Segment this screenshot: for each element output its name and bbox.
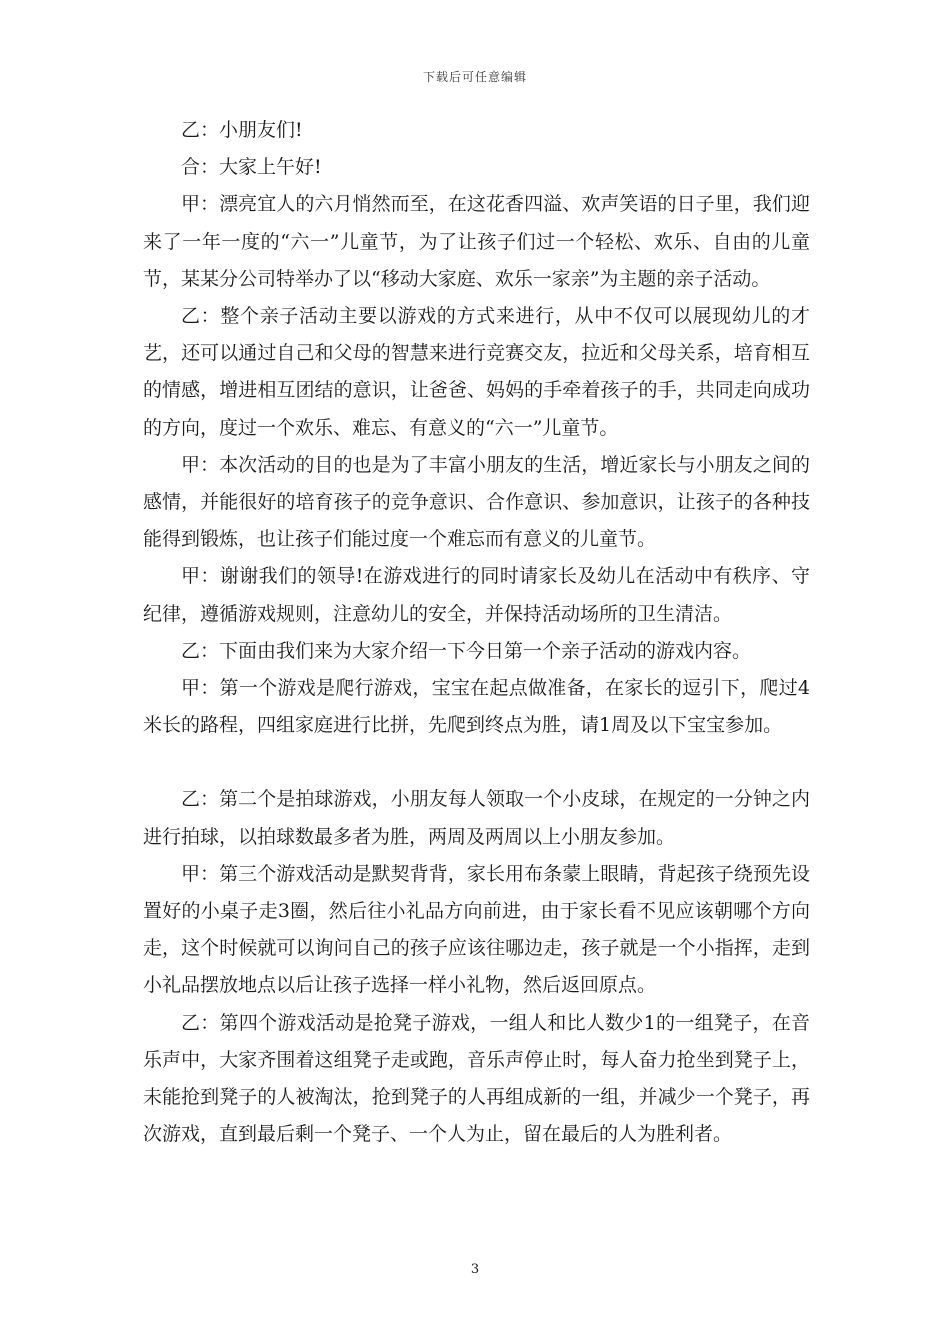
paragraph: 甲：谢谢我们的领导!在游戏进行的同时请家长及幼儿在活动中有秩序、守纪律，遵循游戏规则，注意幼儿的安全，并保持活动场所的卫生清洁。 [143,565,810,625]
paragraph: 甲：漂亮宜人的六月悄然而至，在这花香四溢、欢声笑语的日子里，我们迎来了一年一度的“六一”儿童节，为了让孩子们过一个轻松、欢乐、自由的儿童节，某某分公司特举办了以“移动大家庭、欢乐一家亲”为主题的亲子活动。 [143,193,810,290]
paragraph: 合：大家上午好! [181,156,322,179]
paragraph: 甲：第一个游戏是爬行游戏，宝宝在起点做准备，在家长的逗引下，爬过4米长的路程，四组家庭进行比拼，先爬到终点为胜，请1周及以下宝宝参加。 [143,677,810,737]
paragraph: 乙：第四个游戏活动是抢凳子游戏，一组人和比人数少1的一组凳子，在音乐声中，大家齐围着这组凳子走或跑，音乐声停止时，每人奋力抢坐到凳子上，未能抢到凳子的人被淘汰，抢到凳子的人再组成新的一组，并减少一个凳子，再次游戏，直到最后剩一个凳子、一个人为止，留在最后的人为胜利者。 [143,1011,810,1146]
page-number: 3 [470,1262,480,1277]
paragraph: 甲：本次活动的目的也是为了丰富小朋友的生活，增近家长与小朋友之间的感情，并能很好的培育孩子的竞争意识、合作意识、参加意识，让孩子的各种技能得到锻炼，也让孩子们能过度一个难忘而有意义的儿童节。 [143,453,810,551]
paragraph: 乙：小朋友们! [181,119,303,141]
document-body [143,112,810,1153]
paragraph: 乙：下面由我们来为大家介绍一下今日第一个亲子活动的游戏内容。 [181,639,752,662]
blank-line [143,744,810,781]
paragraph: 甲：第三个游戏活动是默契背背，家长用布条蒙上眼睛，背起孩子绕预先设置好的小桌子走3圈，然后往小礼品方向前进，由于家长看不见应该朝哪个方向走，这个时候就可以询问自己的孩子应该往哪边走，孩子就是一个小指挥，走到小礼品摆放地点以后让孩子选择一样小礼物，然后返回原点。 [143,862,810,997]
page-header: 下载后可任意编辑 [422,70,527,84]
paragraph: 乙：整个亲子活动主要以游戏的方式来进行，从中不仅可以展现幼儿的才艺，还可以通过自己和父母的智慧来进行竞赛交友，拉近和父母关系，培育相互的情感，增进相互团结的意识，让爸爸、妈妈的手牵着孩子的手，共同走向成功的方向，度过一个欢乐、难忘、有意义的“六一”儿童节。 [143,305,810,439]
paragraph: 乙：第二个是拍球游戏，小朋友每人领取一个小皮球，在规定的一分钟之内进行拍球，以拍球数最多者为胜，两周及两周以上小朋友参加。 [143,788,810,848]
